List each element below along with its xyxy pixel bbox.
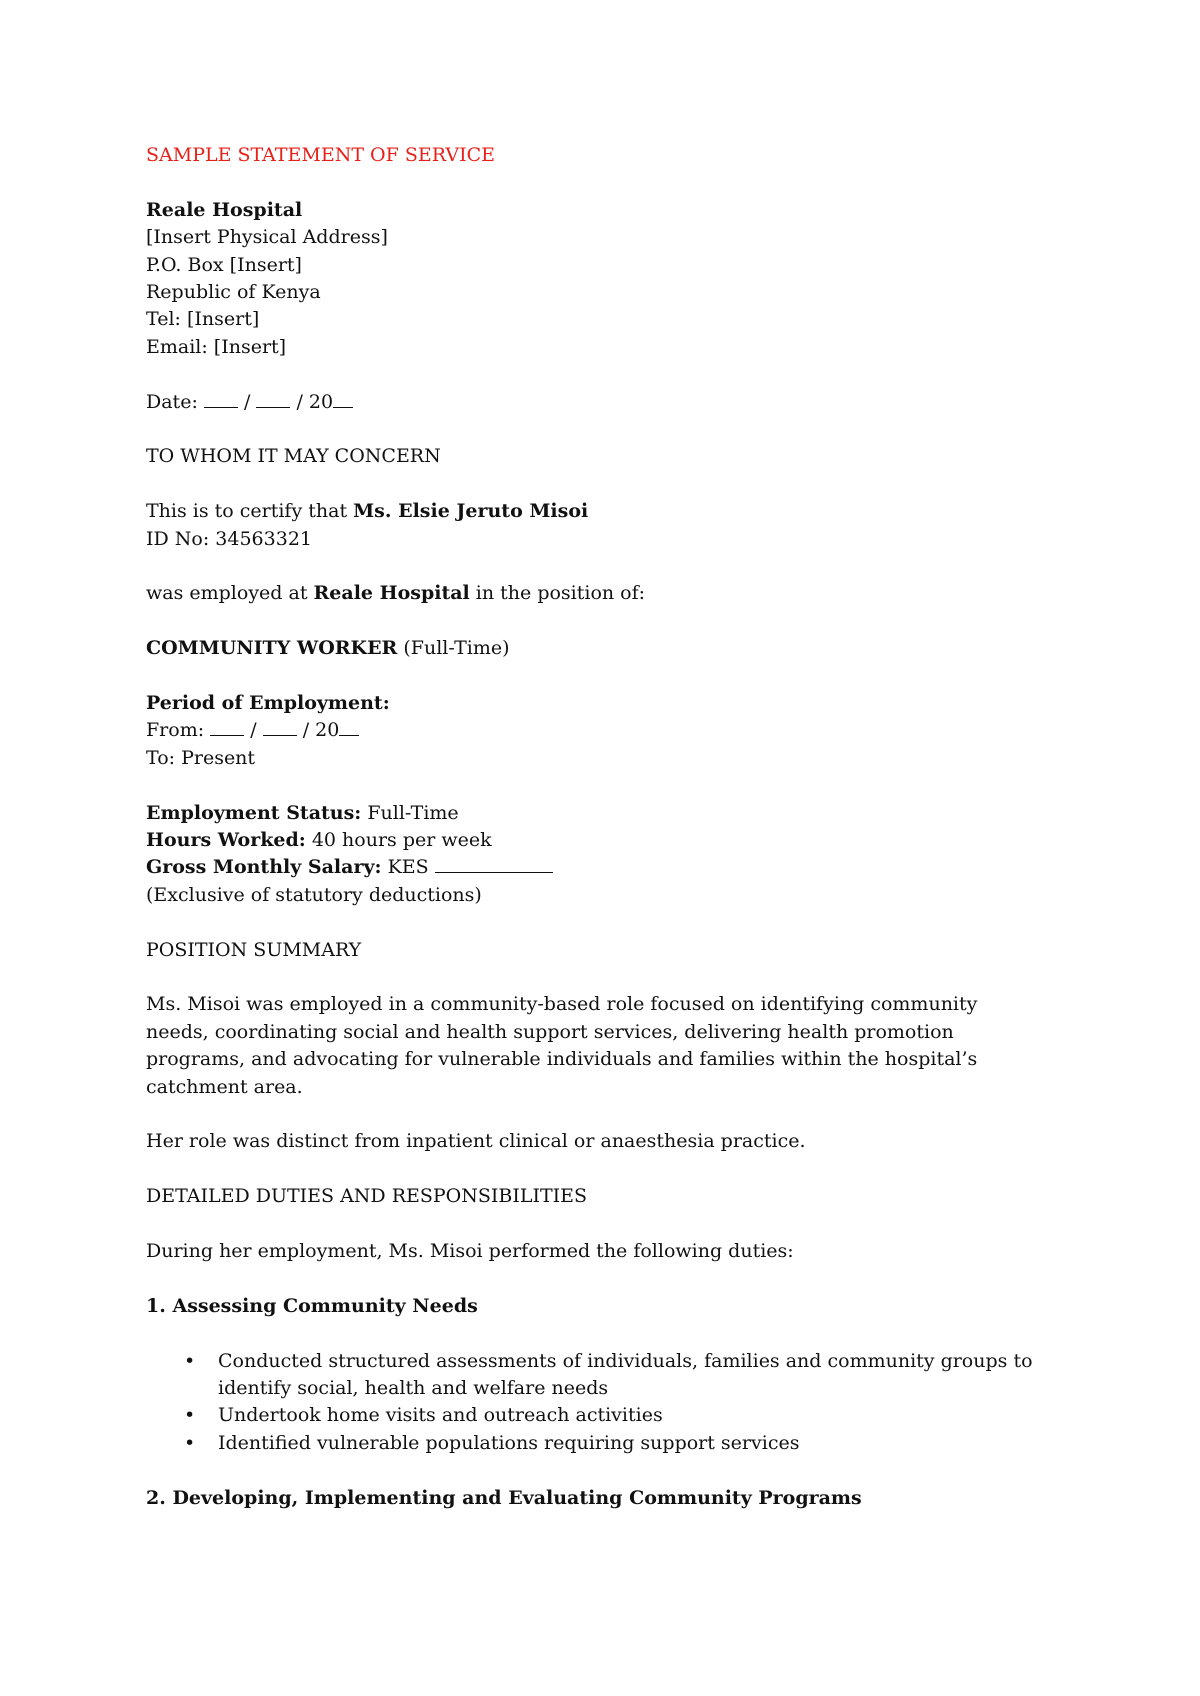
employee-name: Ms. Elsie Jeruto Misoi: [353, 500, 589, 523]
date-line: [146, 389, 1076, 416]
certify-prefix: This is to certify that: [146, 500, 354, 523]
org-tel: Tel: [Insert]: [146, 308, 260, 331]
salary-label: Gross Monthly Salary:: [146, 856, 382, 879]
position-type: (Full-Time): [397, 637, 510, 660]
from-day-blank: [210, 734, 244, 736]
date-label: Date:: [146, 390, 198, 413]
hours-value: 40 hours per week: [305, 829, 492, 852]
position-title: COMMUNITY WORKER: [146, 637, 398, 660]
duties-heading: DETAILED DUTIES AND RESPONSIBILITIES: [146, 1185, 588, 1208]
salary-blank: [435, 871, 553, 873]
hours-line: [146, 827, 1076, 854]
date-year-prefix: 20: [308, 390, 334, 413]
period-from-line: [146, 717, 1076, 744]
status-label: Employment Status:: [146, 801, 362, 824]
employment-line: [146, 580, 1076, 607]
bullet-icon: •: [184, 1431, 196, 1454]
employment-org: Reale Hospital: [313, 582, 470, 605]
document-title: SAMPLE STATEMENT OF SERVICE: [146, 144, 495, 166]
list-item-text: identify social, health and welfare needs: [218, 1377, 609, 1400]
date-month-blank: [256, 406, 290, 408]
bullet-icon: •: [184, 1404, 196, 1427]
duties-intro: During her employment, Ms. Misoi performed the following duties:: [146, 1240, 794, 1263]
from-separator: /: [250, 719, 257, 742]
summary-line: Ms. Misoi was employed in a community-based role focused on identifying community: [146, 993, 978, 1016]
period-from-label: From:: [146, 719, 205, 742]
date-day-blank: [204, 406, 238, 408]
from-month-blank: [263, 734, 297, 736]
section1-heading: 1. Assessing Community Needs: [146, 1294, 478, 1317]
employment-prefix: was employed at: [146, 582, 314, 605]
hours-label: Hours Worked:: [146, 829, 306, 852]
date-separator: /: [296, 390, 303, 413]
from-year-blank: [339, 734, 359, 736]
status-value: Full-Time: [361, 801, 459, 824]
section1-bullet-list: [146, 1348, 1076, 1458]
salary-note: (Exclusive of statutory deductions): [146, 883, 482, 906]
org-po-box: P.O. Box [Insert]: [146, 253, 302, 276]
role-distinction: Her role was distinct from inpatient clinical or anaesthesia practice.: [146, 1130, 806, 1153]
list-item-text: Undertook home visits and outreach activities: [218, 1404, 663, 1427]
date-separator: /: [243, 390, 251, 413]
bullet-icon: •: [184, 1349, 196, 1372]
list-item-text: Conducted structured assessments of individuals, families and community groups to: [218, 1349, 1033, 1372]
list-item: [146, 1402, 1076, 1429]
salary-currency: KES: [381, 856, 435, 879]
id-number: ID No: 34563321: [146, 527, 312, 550]
period-heading: Period of Employment:: [146, 692, 390, 715]
org-name: Reale Hospital: [146, 198, 303, 221]
summary-line: programs, and advocating for vulnerable individuals and families within the hospital’s: [146, 1048, 978, 1071]
status-line: [146, 800, 1076, 827]
employment-suffix: in the position of:: [469, 582, 646, 605]
document-page: [146, 142, 1076, 1512]
summary-heading: POSITION SUMMARY: [146, 938, 362, 961]
org-country: Republic of Kenya: [146, 281, 321, 304]
from-year-prefix: 20: [315, 719, 340, 742]
position-line: [146, 635, 1076, 662]
organization-block: [146, 197, 1076, 361]
list-item-text: Identified vulnerable populations requiring support services: [218, 1431, 800, 1454]
certify-line: [146, 498, 1076, 525]
date-year-blank: [333, 406, 353, 408]
list-item: [146, 1430, 1076, 1457]
summary-line: catchment area.: [146, 1075, 303, 1098]
org-address: [Insert Physical Address]: [146, 226, 388, 249]
period-to: To: Present: [146, 746, 256, 769]
org-email: Email: [Insert]: [146, 335, 287, 358]
salary-line: [146, 854, 1076, 881]
from-separator: /: [302, 719, 310, 742]
section2-heading: 2. Developing, Implementing and Evaluating Community Programs: [146, 1486, 862, 1509]
summary-line: needs, coordinating social and health support services, delivering health promotion: [146, 1020, 954, 1043]
list-item: [146, 1348, 1076, 1403]
summary-paragraph: [146, 991, 1076, 1101]
salutation: TO WHOM IT MAY CONCERN: [146, 445, 441, 468]
